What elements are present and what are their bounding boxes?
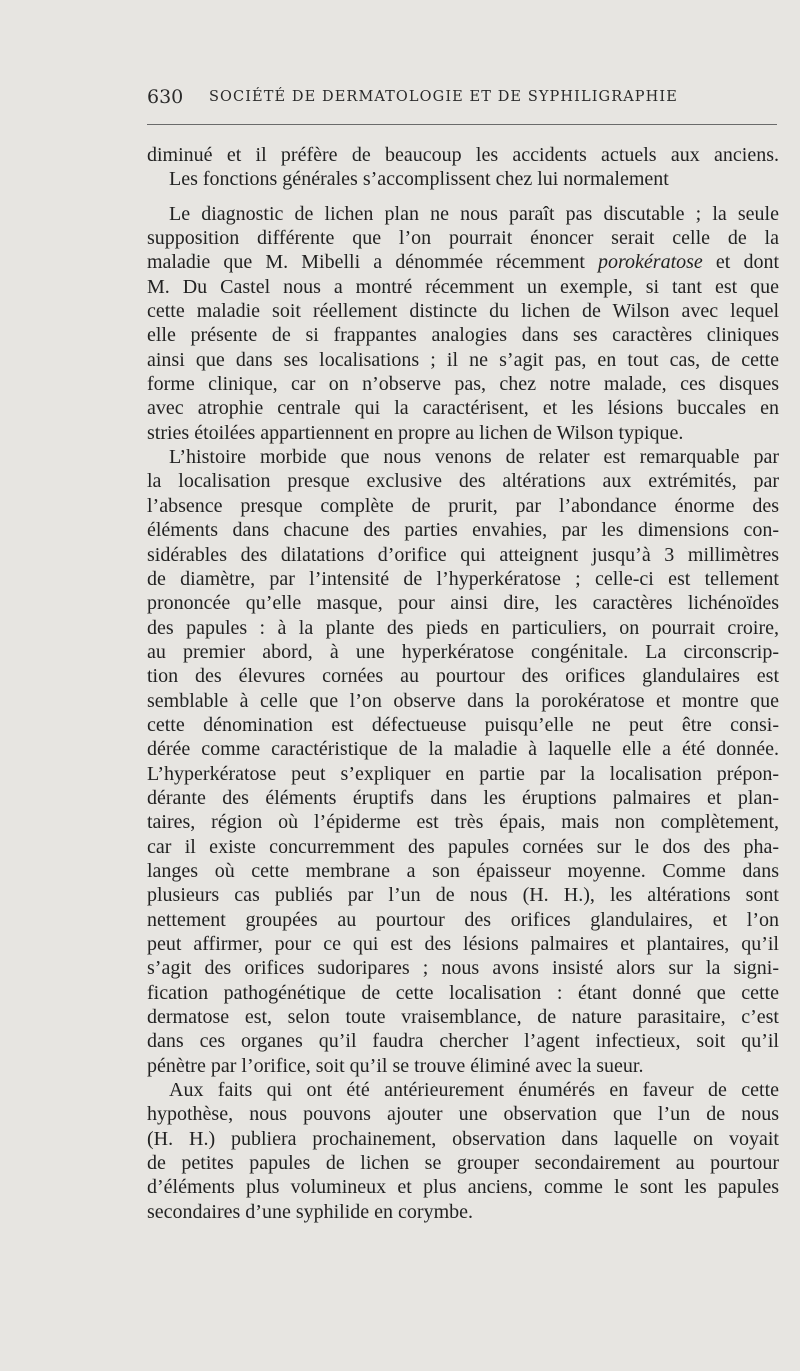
page-header <box>147 86 777 114</box>
text-line: plusieurs cas publiés par l’un de nous (H. H.), les altérations sont <box>147 884 779 907</box>
text-line: hypothèse, nous pouvons ajouter une observation que l’un de nous <box>147 1103 779 1126</box>
text-line: nettement groupées au pourtour des orifices glandulaires, et l’on <box>147 908 779 931</box>
text-line: Les fonctions générales s’accomplissent chez lui normalement <box>169 168 669 191</box>
text-line: forme clinique, car on n’observe pas, chez notre malade, ces disques <box>147 373 779 396</box>
text-line: ainsi que dans ses localisations ; il ne s’agit pas, en tout cas, de cette <box>147 348 779 371</box>
text-line: fication pathogénétique de cette localisation : étant donné que cette <box>147 981 779 1004</box>
text-line: cette maladie soit réellement distincte du lichen de Wilson avec lequel <box>147 300 779 323</box>
text-line: langes où cette membrane a son épaisseur moyenne. Comme dans <box>147 859 779 882</box>
italic-term: porokératose <box>598 251 703 274</box>
text-line: au premier abord, à une hyperkératose congénitale. La circonscrip- <box>147 640 779 663</box>
text-line: elle présente de si frappantes analogies dans ses caractères cliniques <box>147 324 779 347</box>
paragraph <box>147 143 779 192</box>
text-line: avec atrophie centrale qui la caractérisent, et les lésions buccales en <box>147 397 779 420</box>
text-line: taires, région où l’épiderme est très épais, mais non complètement, <box>147 811 779 834</box>
text-line: s’agit des orifices sudoripares ; nous avons insisté alors sur la signi- <box>147 957 779 980</box>
paragraph <box>147 1078 779 1224</box>
text-line: supposition différente que l’on pourrait énoncer serait celle de la <box>147 227 779 250</box>
text-line: sidérables des dilatations d’orifice qui atteignent jusqu’à 3 millimètres <box>147 543 779 566</box>
text-line: d’éléments plus volumineux et plus anciens, comme le sont les papules <box>147 1176 779 1199</box>
text-line: tion des élevures cornées au pourtour des orifices glandulaires est <box>147 665 779 688</box>
text-line: semblable à celle que l’on observe dans la porokératose et montre que <box>147 689 779 712</box>
text-segment: et dont <box>715 251 780 274</box>
paragraph <box>147 445 779 1078</box>
text-line: pénètre par l’orifice, soit qu’il se trouve éliminé avec la sueur. <box>147 1054 644 1077</box>
paragraph-gap <box>147 192 779 202</box>
text-line: M. Du Castel nous a montré récemment un exemple, si tant est que <box>147 275 779 298</box>
text-line: dérée comme caractéristique de la maladie à laquelle elle a été donnée. <box>147 738 779 761</box>
text-line <box>147 250 779 274</box>
text-line: cette dénomination est défectueuse puisqu’elle ne peut être consi- <box>147 713 779 736</box>
header-rule <box>147 124 777 125</box>
text-line: dermatose est, selon toute vraisemblance, de nature parasitaire, c’est <box>147 1006 779 1029</box>
text-segment: maladie que M. Mibelli a dénommée récemment <box>147 251 585 274</box>
text-line: de diamètre, par l’intensité de l’hyperkératose ; celle-ci est tellement <box>147 567 779 590</box>
text-line: L’hyperkératose peut s’expliquer en partie par la localisation prépon- <box>147 762 779 785</box>
text-line: secondaires d’une syphilide en corymbe. <box>147 1200 474 1223</box>
text-line: car il existe concurremment des papules cornées sur le dos des pha- <box>147 835 779 858</box>
text-line: prononcée qu’elle masque, pour ainsi dire, les caractères lichénoïdes <box>147 592 779 615</box>
text-line: stries étoilées appartiennent en propre au lichen de Wilson typique. <box>147 421 684 444</box>
text-line: l’absence presque complète de prurit, par l’abondance énorme des <box>147 494 779 517</box>
page-number: 630 <box>147 86 184 108</box>
body-text <box>147 143 779 1224</box>
text-line: la localisation presque exclusive des altérations aux extrémités, par <box>147 470 779 493</box>
running-title: SOCIÉTÉ DE DERMATOLOGIE ET DE SYPHILIGRAPHIE <box>209 89 678 105</box>
paragraph <box>147 202 779 445</box>
text-line: diminué et il préfère de beaucoup les accidents actuels aux anciens. <box>147 144 779 166</box>
text-line: dans ces organes qu’il faudra chercher l’agent infectieux, soit qu’il <box>147 1030 779 1053</box>
text-line: peut affirmer, pour ce qui est des lésions palmaires et plantaires, qu’il <box>147 933 779 955</box>
text-line: éléments dans chacune des parties envahies, par les dimensions con- <box>147 519 779 542</box>
text-line: Aux faits qui ont été antérieurement énumérés en faveur de cette <box>169 1079 779 1102</box>
text-line: de petites papules de lichen se grouper secondairement au pourtour <box>147 1152 779 1175</box>
text-line: dérante des éléments éruptifs dans les éruptions palmaires et plan- <box>147 786 779 809</box>
text-line: Le diagnostic de lichen plan ne nous paraît pas discutable ; la seule <box>169 202 779 225</box>
text-line: L’histoire morbide que nous venons de relater est remarquable par <box>169 446 779 469</box>
text-line: des papules : à la plante des pieds en particuliers, on pourrait croire, <box>147 616 779 639</box>
text-line: (H. H.) publiera prochainement, observation dans laquelle on voyait <box>147 1127 779 1150</box>
